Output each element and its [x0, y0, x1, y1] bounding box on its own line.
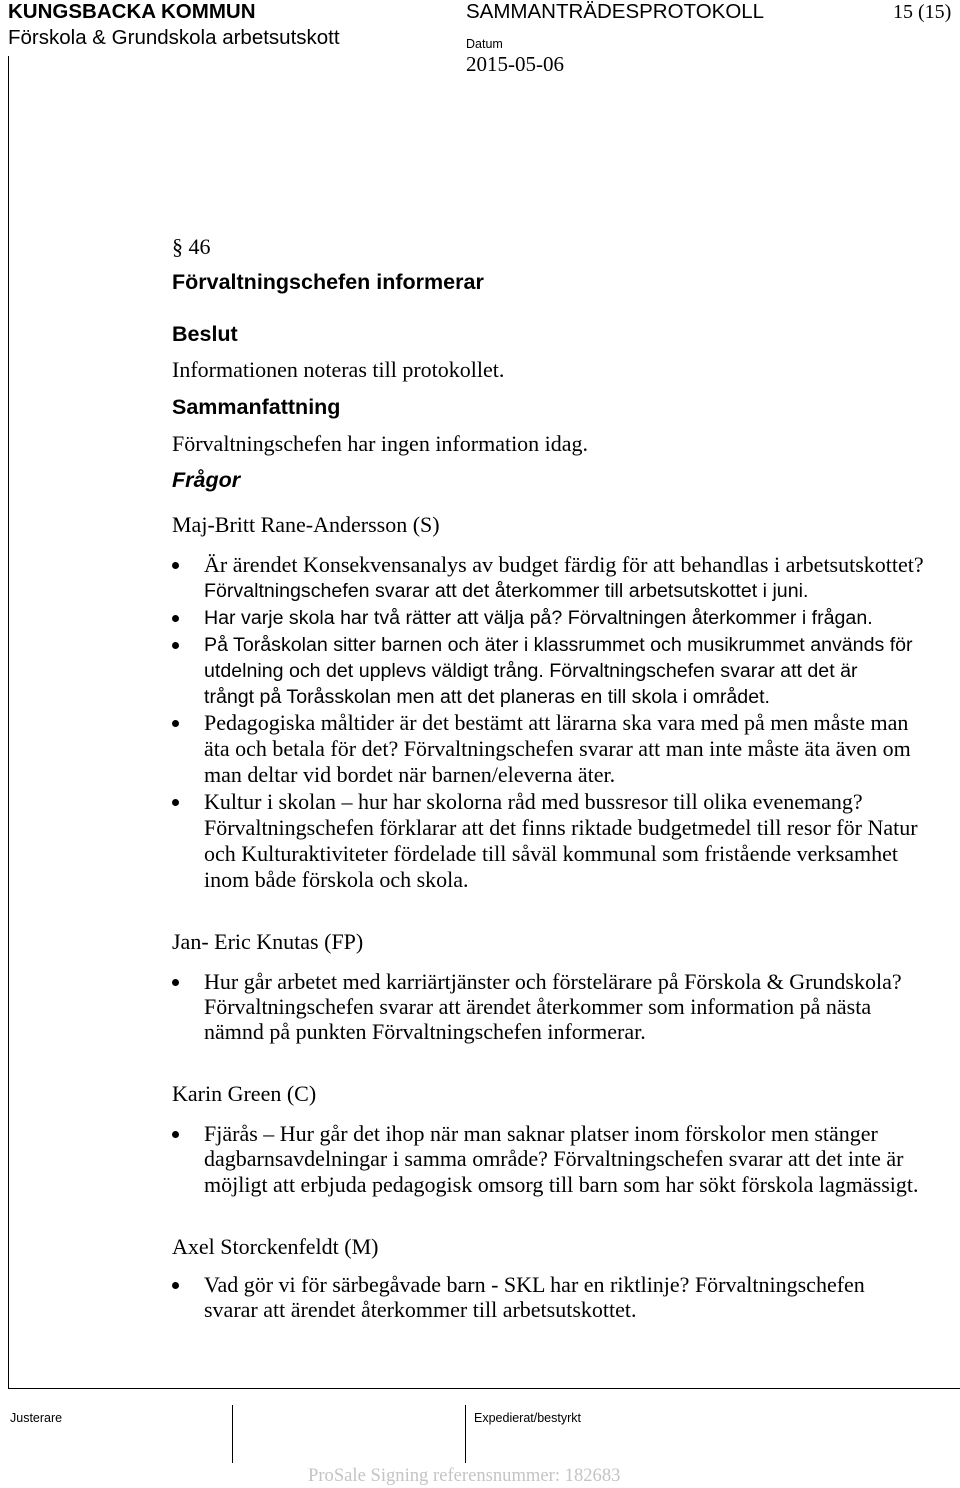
decision-heading: Beslut [172, 322, 238, 346]
footer-rule [8, 1388, 960, 1389]
bullet-dot [172, 979, 179, 986]
left-margin-rule [8, 56, 9, 1388]
bullet-line: man deltar vid bordet när barnen/eleverna äter. [204, 762, 616, 787]
bullet-line: nämnd på punkten Förvaltningschefen informerar. [204, 1019, 646, 1044]
bullet-line: Fjärås – Hur går det ihop när man saknar platser inom förskolor men stänger [204, 1121, 878, 1146]
bullet-dot [172, 615, 179, 622]
bullet-line: utdelning och det upplevs väldigt trång. Förvaltningschefen svarar att det är [204, 660, 858, 682]
page-number: 15 (15) [893, 1, 952, 23]
bullet-line: Förvaltningschefen svarar att ärendet återkommer som information på nästa [204, 994, 872, 1019]
bullet-dot [172, 642, 179, 649]
bullet-dot [172, 562, 179, 569]
adjuster-label: Justerare [10, 1411, 63, 1425]
asker-name: Axel Storckenfeldt (M) [172, 1234, 379, 1259]
bullet-line: Har varje skola har två rätter att välja på? Förvaltningen återkommer i frågan. [204, 607, 873, 629]
questions-heading: Frågor [172, 468, 241, 492]
summary-heading: Sammanfattning [172, 395, 341, 419]
section-number: 46 [188, 234, 211, 259]
meeting-date: 2015-05-06 [466, 52, 564, 76]
bullet-line: Kultur i skolan – hur har skolorna råd med bussresor till olika evenemang? [204, 789, 863, 814]
bullet-dot [172, 799, 179, 806]
decision-text: Informationen noteras till protokollet. [172, 357, 505, 382]
section-title: Förvaltningschefen informerar [172, 270, 484, 294]
bullet-line: Förvaltningschefen svarar att det återkommer till arbetsutskottet i juni. [204, 580, 809, 602]
bullet-dot [172, 1282, 179, 1289]
document-type: SAMMANTRÄDESPROTOKOLL [466, 0, 765, 23]
bullet-line: Hur går arbetet med karriärtjänster och förstelärare på Förskola & Grundskola? [204, 969, 902, 994]
footer-divider [232, 1405, 233, 1463]
committee-name: Förskola & Grundskola arbetsutskott [8, 26, 340, 49]
bullet-line: Är ärendet Konsekvensanalys av budget färdig för att behandlas i arbetsutskottet? [204, 552, 924, 577]
bullet-line: Vad gör vi för särbegåvade barn - SKL har en riktlinje? Förvaltningschefen [204, 1272, 865, 1297]
bullet-line: dagbarnsavdelningar i samma område? Förvaltningschefen svarar att det inte är [204, 1146, 904, 1171]
summary-text: Förvaltningschefen har ingen information idag. [172, 431, 589, 456]
bullet-line: På Toråskolan sitter barnen och äter i klassrummet och musikrummet används för [204, 634, 913, 656]
bullet-line: möjligt att erbjuda pedagogisk omsorg till barn som har sökt förskola lagmässigt. [204, 1172, 919, 1197]
asker-name: Maj-Britt Rane-Andersson (S) [172, 512, 440, 537]
organization-name: KUNGSBACKA KOMMUN [8, 0, 256, 23]
dispatch-label: Expedierat/bestyrkt [474, 1411, 581, 1425]
bullet-line: äta och betala för det? Förvaltningschefen svarar att man inte måste äta även om [204, 736, 911, 761]
bullet-line: svarar att ärendet återkommer till arbetsutskottet. [204, 1297, 637, 1322]
bullet-line: och Kulturaktiviteter fördelade till såväl kommunal som fristående verksamhet [204, 841, 899, 866]
signing-watermark: ProSale Signing referensnummer: 182683 [308, 1465, 621, 1486]
bullet-line: Förvaltningschefen förklarar att det finns riktade budgetmedel till resor för Natur [204, 815, 918, 840]
section-heading [172, 234, 211, 260]
bullet-dot [172, 720, 179, 727]
section-sign: § [172, 234, 183, 259]
asker-name: Jan- Eric Knutas (FP) [172, 929, 364, 954]
bullet-dot [172, 1131, 179, 1138]
footer-divider [465, 1405, 466, 1463]
bullet-line: Pedagogiska måltider är det bestämt att lärarna ska vara med på men måste man [204, 710, 909, 735]
date-label: Datum [466, 37, 503, 51]
asker-name: Karin Green (C) [172, 1081, 317, 1106]
bullet-line: inom både förskola och skola. [204, 867, 469, 892]
bullet-line: trångt på Toråsskolan men att det planeras en till skola i området. [204, 686, 770, 708]
